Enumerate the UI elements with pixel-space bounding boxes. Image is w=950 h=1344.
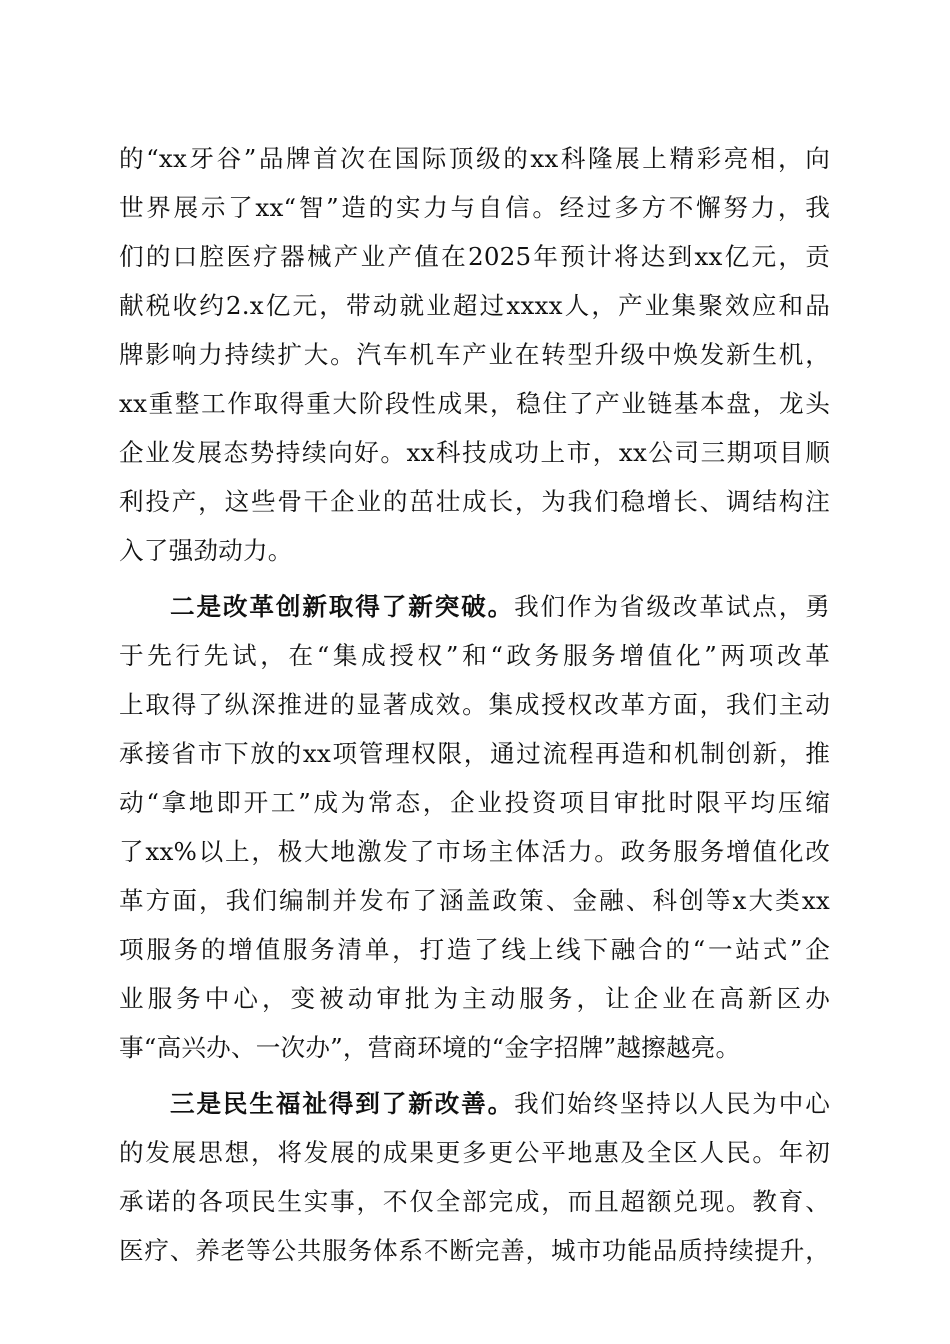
text-line: 了xx%以上，极大地激发了市场主体活力。政务服务增值化改 <box>119 837 830 866</box>
text-line: 医疗、养老等公共服务体系不断完善，城市功能品质持续提升， <box>119 1236 830 1265</box>
text-line: 事“高兴办、一次办”，营商环境的“金字招牌”越擦越亮。 <box>119 1033 741 1062</box>
text-line: 献税收约2.x亿元，带动就业超过xxxx人，产业集聚效应和品 <box>119 291 830 320</box>
text-line: 承诺的各项民生实事，不仅全部完成，而且超额兑现。教育、 <box>119 1187 830 1216</box>
text-line: 企业发展态势持续向好。xx科技成功上市，xx公司三期项目顺 <box>119 438 830 467</box>
text-line: 项服务的增值服务清单，打造了线上线下融合的“一站式”企 <box>119 935 830 964</box>
text-line: 革方面，我们编制并发布了涵盖政策、金融、科创等x大类xx <box>119 886 830 915</box>
paragraph-lead: 二是改革创新取得了新突破。 <box>170 592 515 621</box>
text-line: 世界展示了xx“智”造的实力与自信。经过多方不懈努力，我 <box>119 193 830 222</box>
paragraph-first-rest: 我们始终坚持以人民为中心 <box>514 1089 830 1118</box>
text-line: 牌影响力持续扩大。汽车机车产业在转型升级中焕发新生机， <box>119 340 830 369</box>
text-line: 们的口腔医疗器械产业产值在2025年预计将达到xx亿元，贡 <box>119 242 830 271</box>
text-line: 业服务中心，变被动审批为主动服务，让企业在高新区办 <box>119 984 830 1013</box>
text-line: 动“拿地即开工”成为常态，企业投资项目审批时限平均压缩 <box>119 788 830 817</box>
paragraph-lead: 三是民生福祉得到了新改善。 <box>170 1089 515 1118</box>
text-line: 的“xx牙谷”品牌首次在国际顶级的xx科隆展上精彩亮相，向 <box>119 144 830 173</box>
text-line: xx重整工作取得重大阶段性成果，稳住了产业链基本盘，龙头 <box>119 389 830 418</box>
text-line: 上取得了纵深推进的显著成效。集成授权改革方面，我们主动 <box>119 690 830 719</box>
text-line: 的发展思想，将发展的成果更多更公平地惠及全区人民。年初 <box>119 1138 830 1167</box>
text-line: 入了强劲动力。 <box>119 536 293 565</box>
text-line: 利投产，这些骨干企业的茁壮成长，为我们稳增长、调结构注 <box>119 487 830 516</box>
text-line: 于先行先试，在“集成授权”和“政务服务增值化”两项改革 <box>119 641 830 670</box>
text-line: 承接省市下放的xx项管理权限，通过流程再造和机制创新，推 <box>119 739 830 768</box>
paragraph-first-line <box>170 1082 830 1126</box>
paragraph-first-rest: 我们作为省级改革试点，勇 <box>514 592 830 621</box>
paragraph-first-line <box>170 585 830 629</box>
